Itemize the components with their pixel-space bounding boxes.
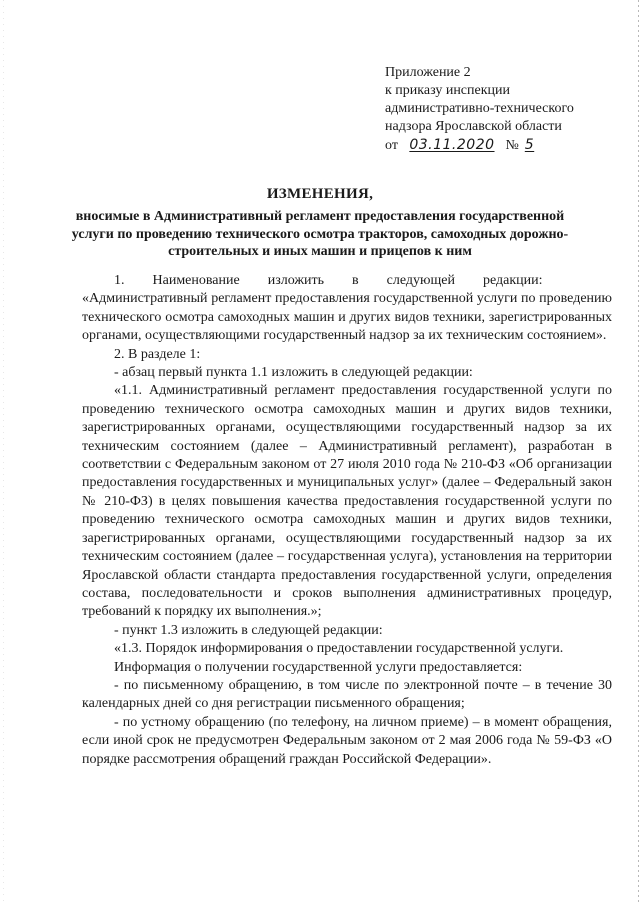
paragraph-1: 1. Наименование изложить в следующей редакции: <box>114 273 543 288</box>
handwritten-date: 03.11.2020 <box>409 137 495 153</box>
scan-edge-right <box>638 0 639 905</box>
appendix-line-1: Приложение 2 <box>385 65 471 80</box>
paragraph-4: - абзац первый пункта 1.1 изложить в следующей редакции: <box>114 365 473 381</box>
appendix-line-3: административно-технического <box>385 101 574 116</box>
appendix-line-4: надзора Ярославской области <box>385 119 562 134</box>
document-body <box>82 272 612 769</box>
number-label: № <box>505 138 519 153</box>
appendix-line-2: к приказу инспекции <box>385 83 511 98</box>
paragraph-6: - пункт 1.3 изложить в следующей редакции: <box>114 622 383 638</box>
document-subtitle: вносимые в Административный регламент предоставления государственной услуги по проведению технического осмотра тракторов, самоходных дорожно-строительных и иных машин и прицепов к ним <box>71 209 569 259</box>
paragraph-9: - по письменному обращению, в том числе по электронной почте – в течение 30 календарных дней со дня регистрации письменного обращения; <box>82 677 612 712</box>
paragraph-10: - по устному обращению (по телефону, на личном приеме) – в момент обращения, если иной срок не предусмотрен Федеральным законом от 2 мая 2006 года № 59-ФЗ «О порядке рассмотрения обращений граждан Российской Федерации». <box>82 714 612 767</box>
scan-edge-left <box>3 0 4 905</box>
document-title: ИЗМЕНЕНИЯ, <box>266 186 374 202</box>
paragraph-7: «1.3. Порядок информирования о предоставлении государственной услуги. <box>114 641 564 657</box>
from-label: от <box>385 138 398 153</box>
paragraph-5: «1.1. Административный регламент предоставления государственной услуги по проведению технического осмотра самоходных машин и других видов техники, зарегистрированных органами, осуществляющими государственный надзор за их техническим состоянием (далее – Административный регламент), разработан в соответствии с Федеральным законом от 27 июля 2010 года № 210-ФЗ «Об организации предоставления государственных и муниципальных услуг» (далее – Федеральный закон № 210-ФЗ) в целях повышения качества предоставления государственной услуги по проведению технического осмотра самоходных машин и других видов техники, зарегистрированных органами, осуществляющими государственный надзор за их техническим состоянием (далее – государственная услуга), установления на территории Ярославской области стандарта предоставления государственной услуги, определения состава, последовательности и сроков выполнения административных процедур, требований к порядку их выполнения.»; <box>82 383 612 620</box>
handwritten-number: 5 <box>524 137 535 153</box>
paragraph-8: Информация о получении государственной услуги предоставляется: <box>114 659 523 675</box>
paragraph-3: 2. В разделе 1: <box>114 346 201 362</box>
order-date-number-line <box>385 136 615 155</box>
paragraph-2: «Административный регламент предоставления государственной услуги по проведению технического осмотра самоходных машин и других видов техники, зарегистрированных органами, осуществляющими государственный надзор за их техническим состоянием». <box>82 291 612 344</box>
appendix-header <box>385 64 615 155</box>
